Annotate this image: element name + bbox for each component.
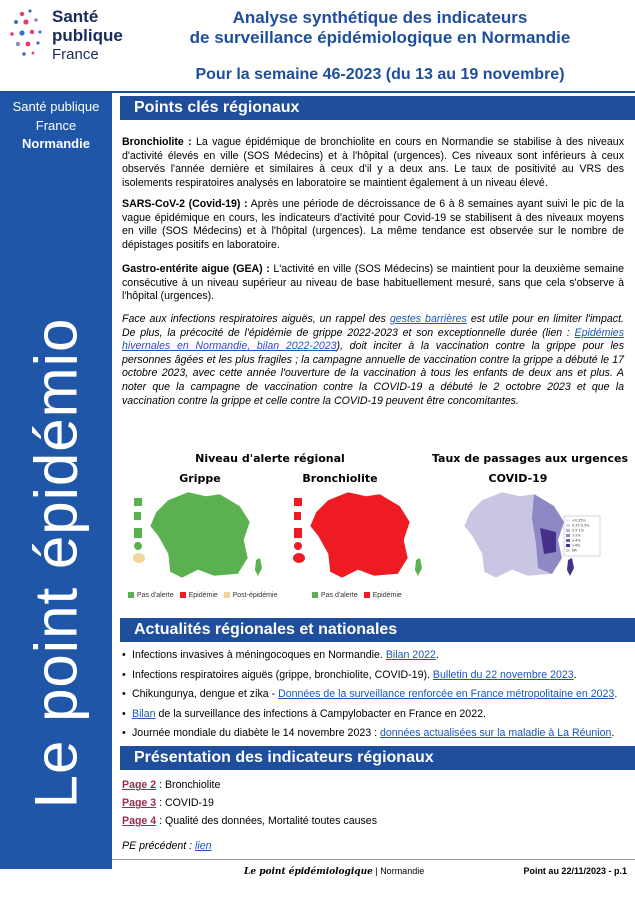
sidebar-region: Normandie	[22, 136, 90, 151]
news-after: .	[435, 649, 439, 661]
news-item	[132, 646, 635, 666]
bronchiolite-map-dom3	[294, 528, 302, 538]
news-link[interactable]: Données de la surveillance renforcée en France métropolitaine en 2023	[278, 688, 615, 700]
section-news: Actualités régionales et nationales	[120, 618, 635, 642]
news-link[interactable]: Bilan	[132, 707, 156, 720]
covid-legend-label: NA	[572, 548, 577, 553]
news-text: Chikungunya, dengue et zika -	[132, 688, 279, 700]
section-key-points: Points clés régionaux	[120, 96, 635, 120]
news-link[interactable]: Bilan 2022	[385, 649, 436, 661]
covid-map	[452, 488, 602, 588]
page-desc: : Qualité des données, Mortalité toutes causes	[156, 815, 377, 827]
news-after: .	[573, 668, 577, 681]
label-gea: Gastro-entérite aigue (GEA) :	[122, 263, 270, 275]
logo-line2: publique	[52, 26, 123, 45]
covid-map-legend-swatch2	[566, 524, 570, 527]
news-item	[132, 705, 635, 725]
link-epidemies-hivernales[interactable]: Epidémies hivernales en Normandie, bilan 2022-2023	[122, 326, 624, 353]
footer-date-page: Point au 22/11/2023 - p.1	[523, 866, 627, 876]
bronchiolite-map-dom5	[293, 553, 305, 563]
alert-map-title: Niveau d'alerte régional	[195, 452, 345, 465]
urgences-map-title: Taux de passages aux urgences	[431, 452, 629, 465]
para-gea	[122, 263, 624, 304]
legend2-red-swatch	[364, 592, 370, 598]
bronchiolite-map-dom1	[294, 498, 302, 506]
section-indicators: Présentation des indicateurs régionaux	[120, 746, 635, 770]
vertical-title: Le point épidémio	[22, 317, 90, 809]
text-gea: L'activité en ville (SOS Médecins) se maintient pour la deuxième semaine consécutive à un niveau supérieur au niveau de base habituellement mesuré, sans que cela s'observe à l'hôpital (urgences).	[122, 263, 624, 303]
page-desc: : Bronchiolite	[156, 779, 221, 791]
covid-legend-label: <0.25%	[572, 518, 586, 523]
legend2-pas-alerte: Pas d'alerte	[321, 592, 358, 599]
grippe-map-corsica	[255, 558, 262, 576]
page-desc: : COVID-19	[156, 797, 214, 809]
bronchiolite-map-dom4	[294, 542, 302, 550]
footer-brand-text: Le point épidémiologique	[244, 867, 373, 877]
grippe-map-dom5	[133, 553, 145, 563]
previous-link[interactable]: lien	[195, 840, 212, 852]
sidebar-line2: France	[35, 118, 77, 133]
indicator-page-item	[122, 779, 220, 791]
logo-line1: Santé	[52, 7, 99, 26]
footer-brand	[244, 866, 424, 877]
previous-edition	[122, 840, 212, 852]
covid-map-legend-swatch7	[566, 549, 570, 552]
news-list	[118, 646, 635, 744]
news-link[interactable]: données actualisées sur la maladie à La Réunion	[379, 727, 612, 739]
bronchiolite-map-label: Bronchiolite	[302, 472, 378, 485]
page-link[interactable]: Page 2	[122, 779, 157, 791]
covid-map-label: COVID-19	[488, 472, 548, 485]
logo-line3: France	[52, 46, 99, 63]
indicator-page-item	[122, 815, 377, 827]
bronchiolite-map-corsica	[415, 558, 422, 576]
footer-region: Normandie	[380, 866, 425, 876]
news-text: Infections respiratoires aiguës (grippe, bronchiolite, COVID-19).	[132, 668, 433, 681]
link-gestes-barrieres[interactable]: gestes barrières	[389, 313, 467, 325]
label-bronchiolite: Bronchiolite :	[122, 136, 192, 148]
legend-beige-swatch	[224, 592, 230, 598]
bronchiolite-map-france	[310, 492, 410, 578]
para-vaccination-note	[122, 313, 624, 408]
grippe-map-dom4	[134, 542, 142, 550]
grippe-legend	[128, 592, 277, 599]
covid-legend-label: 1-2%	[572, 533, 581, 538]
footer	[112, 866, 635, 880]
covid-map-legend-swatch4	[566, 534, 570, 537]
news-text: Journée mondiale du diabète le 14 novembre 2023 :	[132, 727, 380, 739]
sidebar	[0, 93, 112, 869]
covid-legend-label: 0.5-1%	[572, 528, 584, 533]
news-after: .	[614, 688, 618, 700]
covid-map-legend-swatch3	[566, 529, 570, 532]
page-title	[140, 8, 620, 48]
legend-pas-alerte: Pas d'alerte	[137, 592, 174, 599]
covid-legend-label: 0.25-0.5%	[572, 523, 590, 528]
para-bronchiolite	[122, 136, 624, 190]
legend-green-swatch	[128, 592, 134, 598]
news-after: de la surveillance des infections à Campylobacter en France en 2022.	[155, 707, 486, 720]
footer-divider	[112, 859, 635, 860]
footer-separator: |	[372, 866, 381, 876]
legend2-epidemie: Epidémie	[372, 592, 402, 599]
legend2-green-swatch	[312, 592, 318, 598]
text-bronchiolite: La vague épidémique de bronchiolite en cours en Normandie se stabilise à des niveaux d'activité élevés en ville (SOS Médecins) et à l'hôpital (urgences). Ces niveaux sont inférieurs à ceux observés l'année dernière et similaires à ceux d'il y a deux ans. Le taux de positivité au VRS des isolements respiratoires analysés en laboratoire se maintient également à un niveau élevé.	[122, 136, 624, 189]
title-line2: de surveillance épidémiologique en Normandie	[189, 28, 571, 47]
legend-red-swatch	[180, 592, 186, 598]
previous-label: PE précédent :	[122, 840, 196, 852]
grippe-map-dom1	[134, 498, 142, 506]
news-after: .	[611, 727, 615, 739]
label-covid: SARS-CoV-2 (Covid-19) :	[122, 198, 248, 210]
bronchiolite-map	[288, 488, 438, 588]
grippe-map-dom3	[134, 528, 142, 538]
grippe-map	[128, 488, 278, 588]
bronchiolite-map-dom2	[294, 512, 301, 520]
page-link[interactable]: Page 3	[122, 797, 157, 809]
covid-legend-label: >4%	[572, 543, 581, 548]
news-item	[132, 685, 635, 705]
note-part3: ), doit inciter à la vaccination contre la grippe pour les personnes âgées et les plus fragiles ; la campagne annuelle de vaccination contre la grippe a débuté le 17 octobre 2023, avec cette année l'ouverture de la vaccination à tous les enfants de deux ans et plus. A noter que la campagne de vaccination contre la COVID-19 a débuté le 2 octobre 2023 et que la vaccination contre la grippe et celle contre la COVID-19 peuvent être concomitantes.	[122, 340, 624, 407]
page-link[interactable]: Page 4	[122, 815, 157, 827]
sidebar-line1: Santé publique	[12, 99, 100, 114]
covid-map-legend-swatch5	[566, 539, 570, 542]
note-part2: est utile pour en limiter l'impact. De plus, la précocité de l'épidémie de grippe 2022-2023 et son exceptionnelle durée (lien :	[122, 313, 624, 339]
note-part1: Face aux infections respiratoires aiguës, un rappel des	[122, 313, 390, 325]
news-item	[132, 724, 635, 744]
para-covid	[122, 198, 624, 252]
news-link[interactable]: Bulletin du 22 novembre 2023	[432, 668, 574, 681]
indicator-page-item	[122, 797, 214, 809]
covid-map-legend-swatch1	[566, 519, 570, 522]
legend-post-epidemie: Post-épidémie	[232, 592, 278, 599]
grippe-map-label: Grippe	[179, 472, 221, 485]
covid-map-corsica	[567, 558, 574, 576]
title-line1: Analyse synthétique des indicateurs	[232, 8, 528, 27]
grippe-map-dom2	[134, 512, 141, 520]
covid-legend-label: 2-4%	[572, 538, 581, 543]
grippe-map-france	[150, 492, 250, 578]
bronchiolite-legend	[312, 592, 402, 599]
text-covid: Après une période de décroissance de 6 à 8 semaines ayant suivi le pic de la vague épidémique en cours, les indicateurs d'activité pour Covid-19 se stabilisent à des niveaux moyens en ville (SOS Médecins) et à l'hôpital (urgences). La même tendance est observée sur le nombre de dépistages positifs en laboratoire.	[122, 198, 624, 251]
news-text: Infections invasives à méningocoques en Normandie.	[132, 649, 386, 661]
week-subtitle: Pour la semaine 46-2023 (du 13 au 19 novembre)	[195, 66, 565, 83]
news-item	[132, 666, 635, 686]
logo-dots-icon	[8, 6, 48, 66]
covid-map-legend-swatch6	[566, 544, 570, 547]
legend-epidemie: Epidémie	[188, 592, 218, 599]
